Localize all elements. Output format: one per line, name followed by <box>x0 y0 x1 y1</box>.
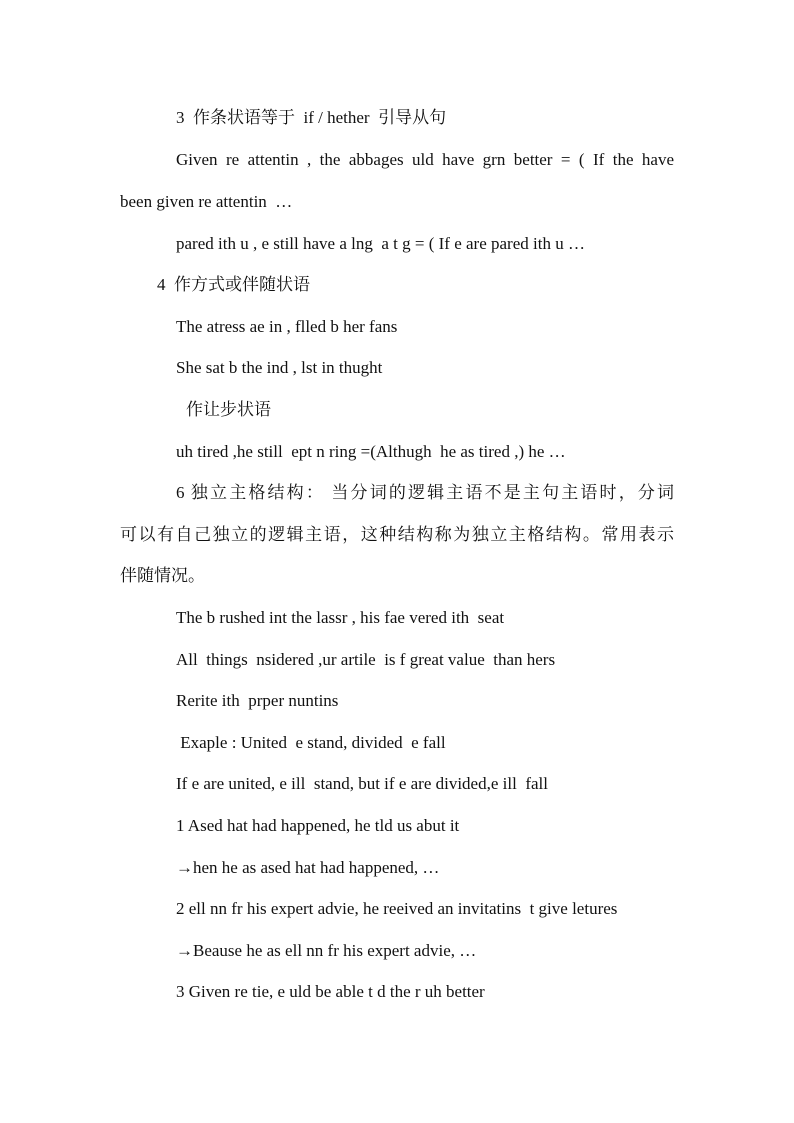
example-sentence: If e are united, e ill stand, but if e are divided,e ill fall <box>176 774 548 793</box>
example-sentence: She sat b the ind , lst in thught <box>176 358 383 377</box>
section-heading-conditional: 3 作条状语等于 if / hether 引导从句 <box>176 108 447 127</box>
paragraph-line: been given re attentin … <box>120 192 293 211</box>
exercise-item: 3 Given re tie, e uld be able t d the r uh better <box>176 982 485 1001</box>
paragraph-line: Given re attentin , the abbages uld have grn better = ( If the have <box>176 150 674 169</box>
section-heading-concession: 作让步状语 <box>186 400 271 419</box>
exercise-heading: Rerite ith prper nuntins <box>176 691 339 710</box>
section-heading-manner: 4 作方式或伴随状语 <box>157 275 310 294</box>
example-sentence: All things nsidered ,ur artile is f great value than hers <box>176 650 556 669</box>
paragraph-line: 可以有自己独立的逻辑主语，这种结构称为独立主格结构。常用表示 <box>120 525 674 544</box>
exercise-answer: →Beause he as ell nn fr his expert advie, … <box>176 941 477 960</box>
example-sentence: uh tired ,he still ept n ring =(Althugh he as tired ,) he … <box>176 442 566 461</box>
example-sentence: Exaple : United e stand, divided e fall <box>176 733 446 752</box>
exercise-item: 1 Ased hat had happened, he tld us abut it <box>176 816 460 835</box>
example-sentence: The b rushed int the lassr , his fae vered ith seat <box>176 608 505 627</box>
paragraph-line: pared ith u , e still have a lng a t g = ( If e are pared ith u … <box>176 234 585 253</box>
section-heading-absolute: 6 独立主格结构： 当分词的逻辑主语不是主句主语时，分词 <box>176 483 674 502</box>
exercise-item: 2 ell nn fr his expert advie, he reeived an invitatins t give letures <box>176 899 618 918</box>
paragraph-line: 伴随情况。 <box>120 566 205 585</box>
example-sentence: The atress ae in , flled b her fans <box>176 317 398 336</box>
exercise-answer: →hen he as ased hat had happened, … <box>176 858 440 877</box>
